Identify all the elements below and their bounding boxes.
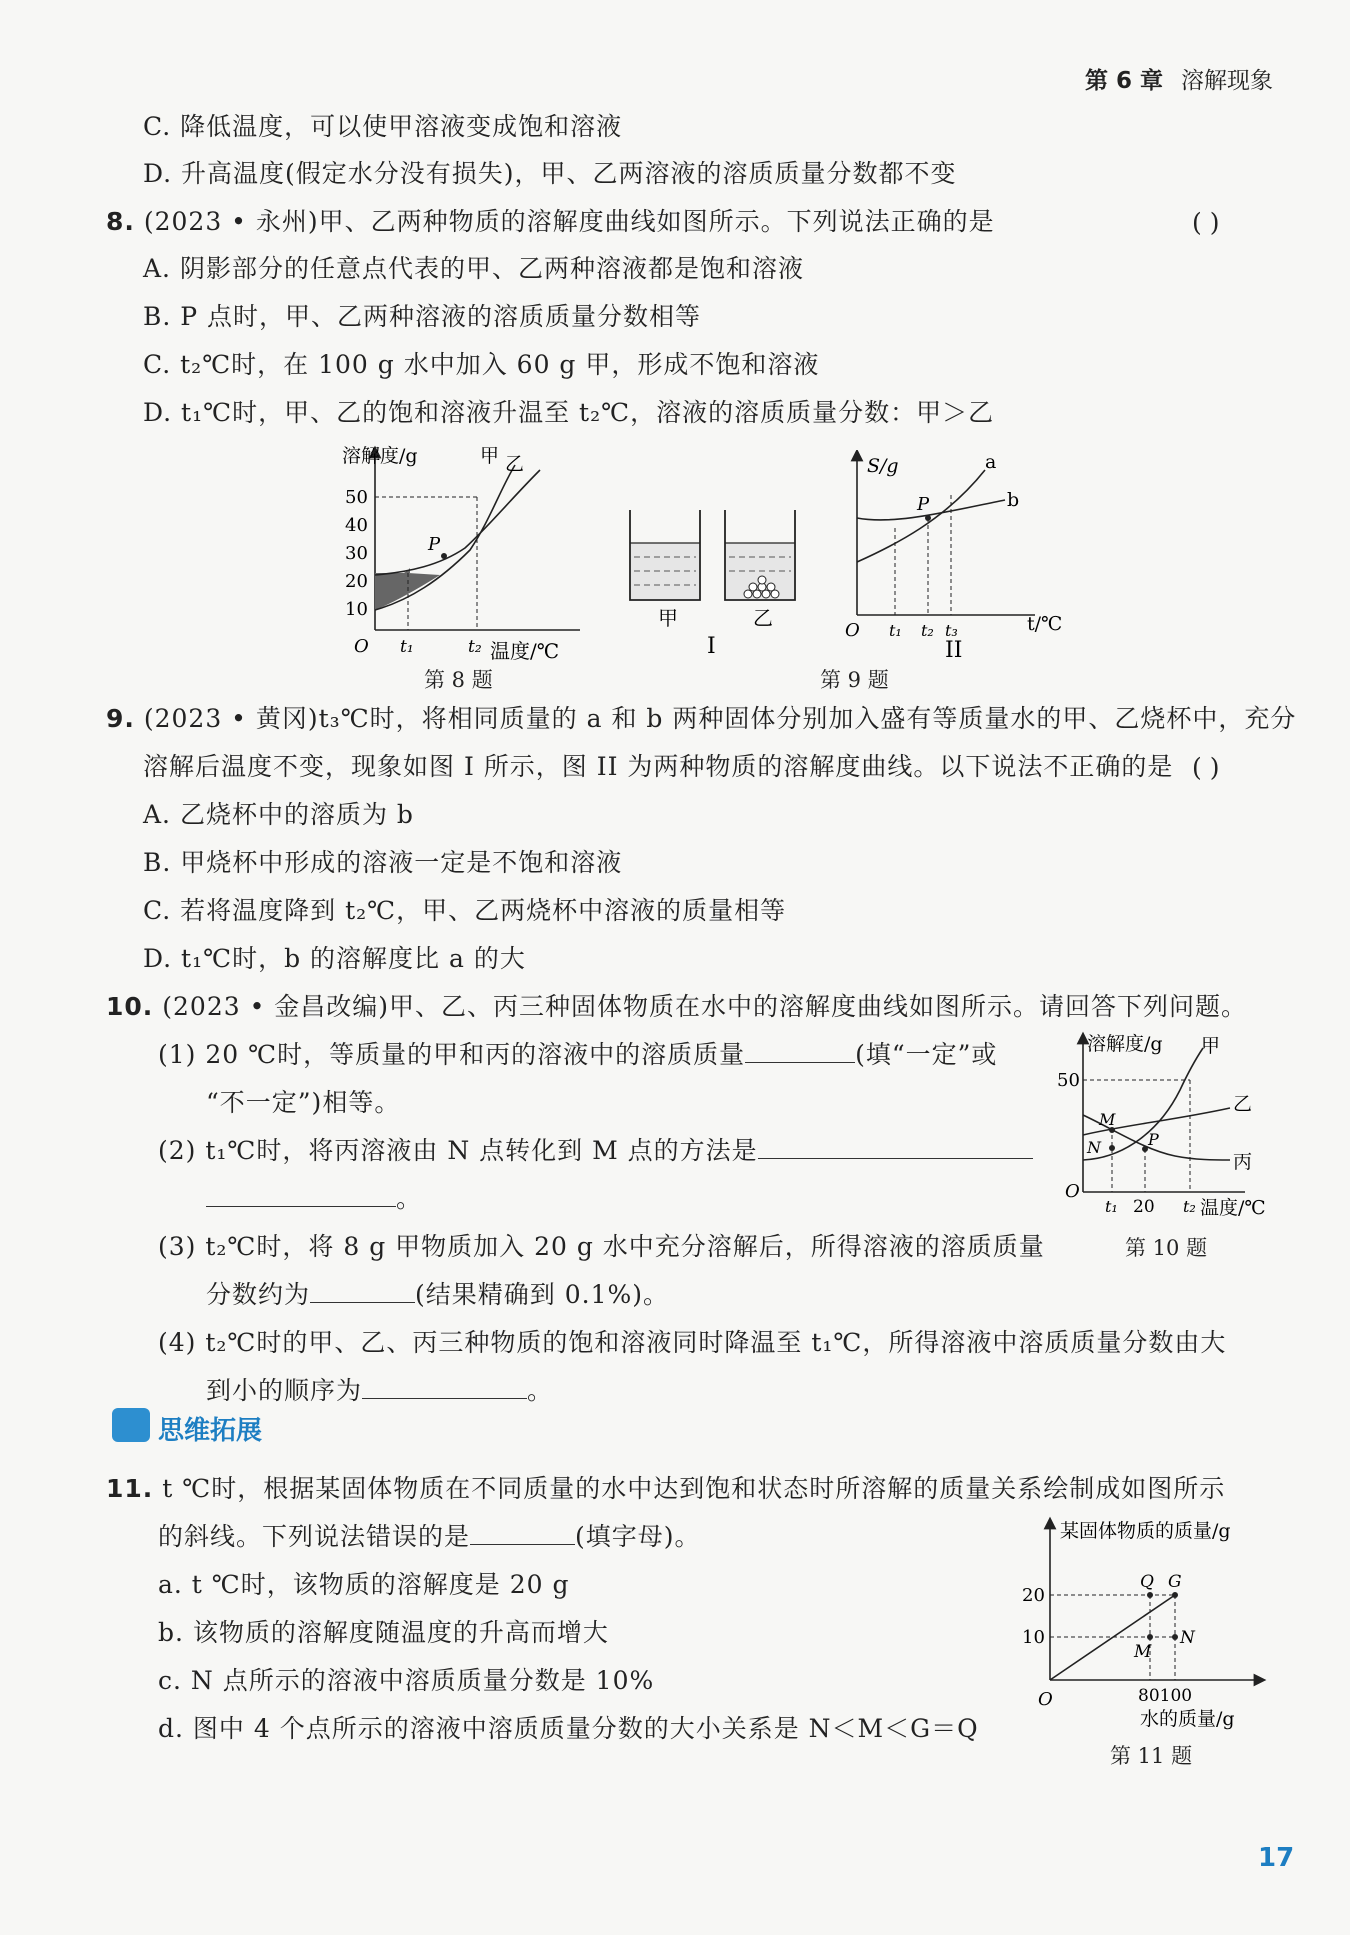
- fig10-label-m: M: [1099, 1110, 1116, 1129]
- fig9-y-label: S/g: [867, 455, 899, 477]
- fig11-point-g: [1172, 1592, 1178, 1598]
- fig11-caption: 第 11 题: [1110, 1744, 1193, 1768]
- q10-part2-blank-1[interactable]: [758, 1134, 1033, 1159]
- q10-part1-line2: “不一定”)相等。: [206, 1088, 401, 1117]
- fig8-origin: O: [354, 636, 369, 657]
- q11-answer-blank[interactable]: [470, 1520, 575, 1545]
- fig11-label-n: N: [1180, 1628, 1195, 1648]
- fig8-point-p: [441, 553, 447, 559]
- q7-option-d: D. 升高温度(假定水分没有损失)，甲、乙两溶液的溶质质量分数都不变: [143, 159, 957, 188]
- fig10-curve-jia: [1083, 1048, 1203, 1160]
- q8-number: 8.: [106, 207, 135, 236]
- fig8-tick-t2: t₂: [468, 637, 482, 657]
- fig9-label-a: a: [985, 451, 997, 473]
- q10-part1-line1: [158, 1038, 997, 1072]
- fig11-ytick-10: 10: [1022, 1627, 1045, 1648]
- fig9-label-b: b: [1007, 489, 1020, 511]
- fig11-y-label: 某固体物质的质量/g: [1060, 1520, 1231, 1542]
- q7-option-c: C. 降低温度，可以使甲溶液变成饱和溶液: [143, 112, 623, 141]
- fig9-caption: 第 9 题: [820, 668, 889, 692]
- q10-part2-line2: [206, 1182, 422, 1216]
- q10-part4-blank[interactable]: [362, 1374, 527, 1399]
- q11-stem-suffix: (填字母)。: [575, 1522, 701, 1551]
- q10-part2-line1: [158, 1134, 1033, 1168]
- fig8-x-label: 温度/℃: [490, 639, 560, 663]
- figure-10: [1045, 1030, 1295, 1235]
- fig11-label-q: Q: [1140, 1572, 1154, 1592]
- fig8-label-p: P: [428, 534, 441, 555]
- q11-number: 11.: [106, 1474, 154, 1503]
- q9-option-d: D. t₁℃时，b 的溶解度比 a 的大: [143, 944, 526, 973]
- fig9-curve-b: [857, 500, 1005, 520]
- fig8-y-label: 溶解度/g: [342, 445, 418, 467]
- fig9-tick-t2: t₂: [921, 621, 934, 640]
- fig11-label-g: G: [1168, 1572, 1182, 1592]
- q10-part3-line2: [206, 1278, 669, 1312]
- fig10-tick-t1: t₁: [1105, 1197, 1118, 1216]
- q11-stem-text2: 的斜线。下列说法错误的是: [158, 1522, 471, 1551]
- q11-option-a: a. t ℃时，该物质的溶解度是 20 g: [158, 1570, 570, 1599]
- fig9-label-p: P: [917, 494, 930, 515]
- fig9-tick-t3: t₃: [945, 621, 958, 640]
- fig10-label-jia: 甲: [1201, 1035, 1221, 1057]
- fig11-xticks: 80100: [1138, 1686, 1193, 1706]
- fig11-x-label: 水的质量/g: [1140, 1708, 1235, 1730]
- fig10-label-yi: 乙: [1233, 1093, 1253, 1115]
- figure-8: [340, 440, 600, 670]
- q10-part4-text: 到小的顺序为: [206, 1376, 363, 1405]
- fig10-tick-20: 20: [1133, 1197, 1155, 1217]
- q10-part4-line2: [206, 1374, 553, 1408]
- fig8-label-yi: 乙: [505, 453, 525, 475]
- q11-stem-text1: t ℃时，根据某固体物质在不同质量的水中达到饱和状态时所溶解的质量关系绘制成如图所示: [162, 1474, 1226, 1503]
- q11-option-c: c. N 点所示的溶液中溶质质量分数是 10%: [158, 1666, 655, 1695]
- q10-part3-suffix: (结果精确到 0.1%)。: [415, 1280, 669, 1309]
- q8-stem: [106, 205, 995, 239]
- section-title: 思维拓展: [158, 1416, 263, 1446]
- fig10-ytick-50: 50: [1057, 1070, 1080, 1091]
- q11-stem-line1: [106, 1472, 1225, 1506]
- fig9-label-jia: 甲: [658, 606, 678, 630]
- q10-part3-blank[interactable]: [310, 1278, 415, 1303]
- q10-stem-text: (2023 • 金昌改编)甲、乙、丙三种固体物质在水中的溶解度曲线如图所示。请回答下列问题。: [162, 992, 1248, 1021]
- q9-stem-text1: (2023 • 黄冈)t₃℃时，将相同质量的 a 和 b 两种固体分别加入盛有等质量水的甲、乙烧杯中，充分: [143, 704, 1297, 733]
- fig8-ytick-50: 50: [345, 487, 368, 508]
- q8-option-b: B. P 点时，甲、乙两种溶液的溶质质量分数相等: [143, 302, 702, 331]
- q9-answer-paren: ( ): [1192, 753, 1220, 782]
- q9-option-a: A. 乙烧杯中的溶质为 b: [143, 800, 414, 829]
- thinking-extension-icon: [112, 1408, 150, 1442]
- q10-part3-text: 分数约为: [206, 1280, 311, 1309]
- fig11-point-m: [1147, 1634, 1153, 1640]
- fig10-caption: 第 10 题: [1125, 1236, 1208, 1260]
- fig10-label-p: P: [1148, 1130, 1159, 1149]
- q10-part1-suffix: (填“一定”或: [855, 1040, 998, 1069]
- fig11-ytick-20: 20: [1022, 1585, 1045, 1606]
- fig9-x-label: t/℃: [1027, 613, 1063, 635]
- fig8-ytick-20: 20: [345, 571, 368, 592]
- page-header: [1085, 62, 1273, 95]
- fig8-curve-yi: [375, 470, 540, 575]
- q10-part2-text: (2) t₁℃时，将丙溶液由 N 点转化到 M 点的方法是: [158, 1136, 758, 1165]
- fig10-point-n: [1109, 1145, 1115, 1151]
- q10-part1-blank[interactable]: [745, 1038, 855, 1063]
- fig10-y-label: 溶解度/g: [1087, 1033, 1163, 1055]
- q11-option-d: d. 图中 4 个点所示的溶液中溶质质量分数的大小关系是 N＜M＜G＝Q: [158, 1714, 979, 1743]
- q9-option-c: C. 若将温度降到 t₂℃，甲、乙两烧杯中溶液的质量相等: [143, 896, 787, 925]
- fig11-point-n: [1172, 1634, 1178, 1640]
- fig10-origin: O: [1065, 1181, 1080, 1202]
- fig10-x-label: 温度/℃: [1200, 1197, 1266, 1219]
- chapter-label: 第 6 章: [1085, 68, 1164, 94]
- fig9-tick-t1: t₁: [889, 621, 902, 640]
- fig9-origin: O: [845, 620, 860, 641]
- q8-option-d: D. t₁℃时，甲、乙的饱和溶液升温至 t₂℃，溶液的溶质质量分数：甲＞乙: [143, 398, 995, 427]
- figure-11: [1010, 1515, 1300, 1735]
- figure-9-part-1: [620, 495, 810, 655]
- fig11-label-m: M: [1134, 1642, 1152, 1662]
- fig8-tick-t1: t₁: [400, 637, 414, 657]
- q9-stem-line1: [106, 702, 1296, 736]
- q9-number: 9.: [106, 704, 135, 733]
- q8-stem-text: (2023 • 永州)甲、乙两种物质的溶解度曲线如图所示。下列说法正确的是: [143, 207, 995, 236]
- q10-part2-end: 。: [396, 1184, 423, 1213]
- fig9-part1-label: I: [707, 634, 716, 655]
- q11-option-b: b. 该物质的溶解度随温度的升高而增大: [158, 1618, 609, 1647]
- q10-stem: [106, 990, 1247, 1024]
- fig9-label-yi: 乙: [753, 606, 773, 630]
- figure-9-part-2: [835, 450, 1085, 660]
- q10-part3-line1: (3) t₂℃时，将 8 g 甲物质加入 20 g 水中充分溶解后，所得溶液的溶质质量: [158, 1232, 1045, 1261]
- q10-part1-text: (1) 20 ℃时，等质量的甲和丙的溶液中的溶质质量: [158, 1040, 746, 1069]
- fig10-tick-t2: t₂: [1183, 1197, 1196, 1216]
- q10-part2-blank-2[interactable]: [206, 1182, 396, 1207]
- fig8-ytick-40: 40: [345, 515, 368, 536]
- fig8-label-jia: 甲: [480, 445, 500, 467]
- fig11-point-q: [1147, 1592, 1153, 1598]
- q8-option-a: A. 阴影部分的任意点代表的甲、乙两种溶液都是饱和溶液: [143, 254, 804, 283]
- fig9-part2-label: II: [945, 638, 963, 660]
- q9-option-b: B. 甲烧杯中形成的溶液一定是不饱和溶液: [143, 848, 623, 877]
- chapter-title: 溶解现象: [1181, 68, 1274, 94]
- q10-part4-line1: (4) t₂℃时的甲、乙、丙三种物质的饱和溶液同时降温至 t₁℃，所得溶液中溶质质量分数由大: [158, 1328, 1227, 1357]
- fig8-ytick-10: 10: [345, 599, 368, 620]
- fig10-label-n: N: [1087, 1138, 1101, 1157]
- fig8-ytick-30: 30: [345, 543, 368, 564]
- q10-number: 10.: [106, 992, 154, 1021]
- q8-answer-paren: ( ): [1192, 208, 1220, 237]
- q9-stem-line2: 溶解后温度不变，现象如图 I 所示，图 II 为两种物质的溶解度曲线。以下说法不正确的是: [143, 752, 1174, 781]
- fig8-caption: 第 8 题: [424, 668, 493, 692]
- q10-part4-end: 。: [527, 1376, 554, 1405]
- fig11-origin: O: [1038, 1689, 1053, 1710]
- q8-option-c: C. t₂℃时，在 100 g 水中加入 60 g 甲，形成不饱和溶液: [143, 350, 820, 379]
- page-number: 17: [1258, 1843, 1295, 1873]
- fig10-label-bing: 丙: [1233, 1151, 1253, 1173]
- q11-stem-line2: [158, 1520, 701, 1554]
